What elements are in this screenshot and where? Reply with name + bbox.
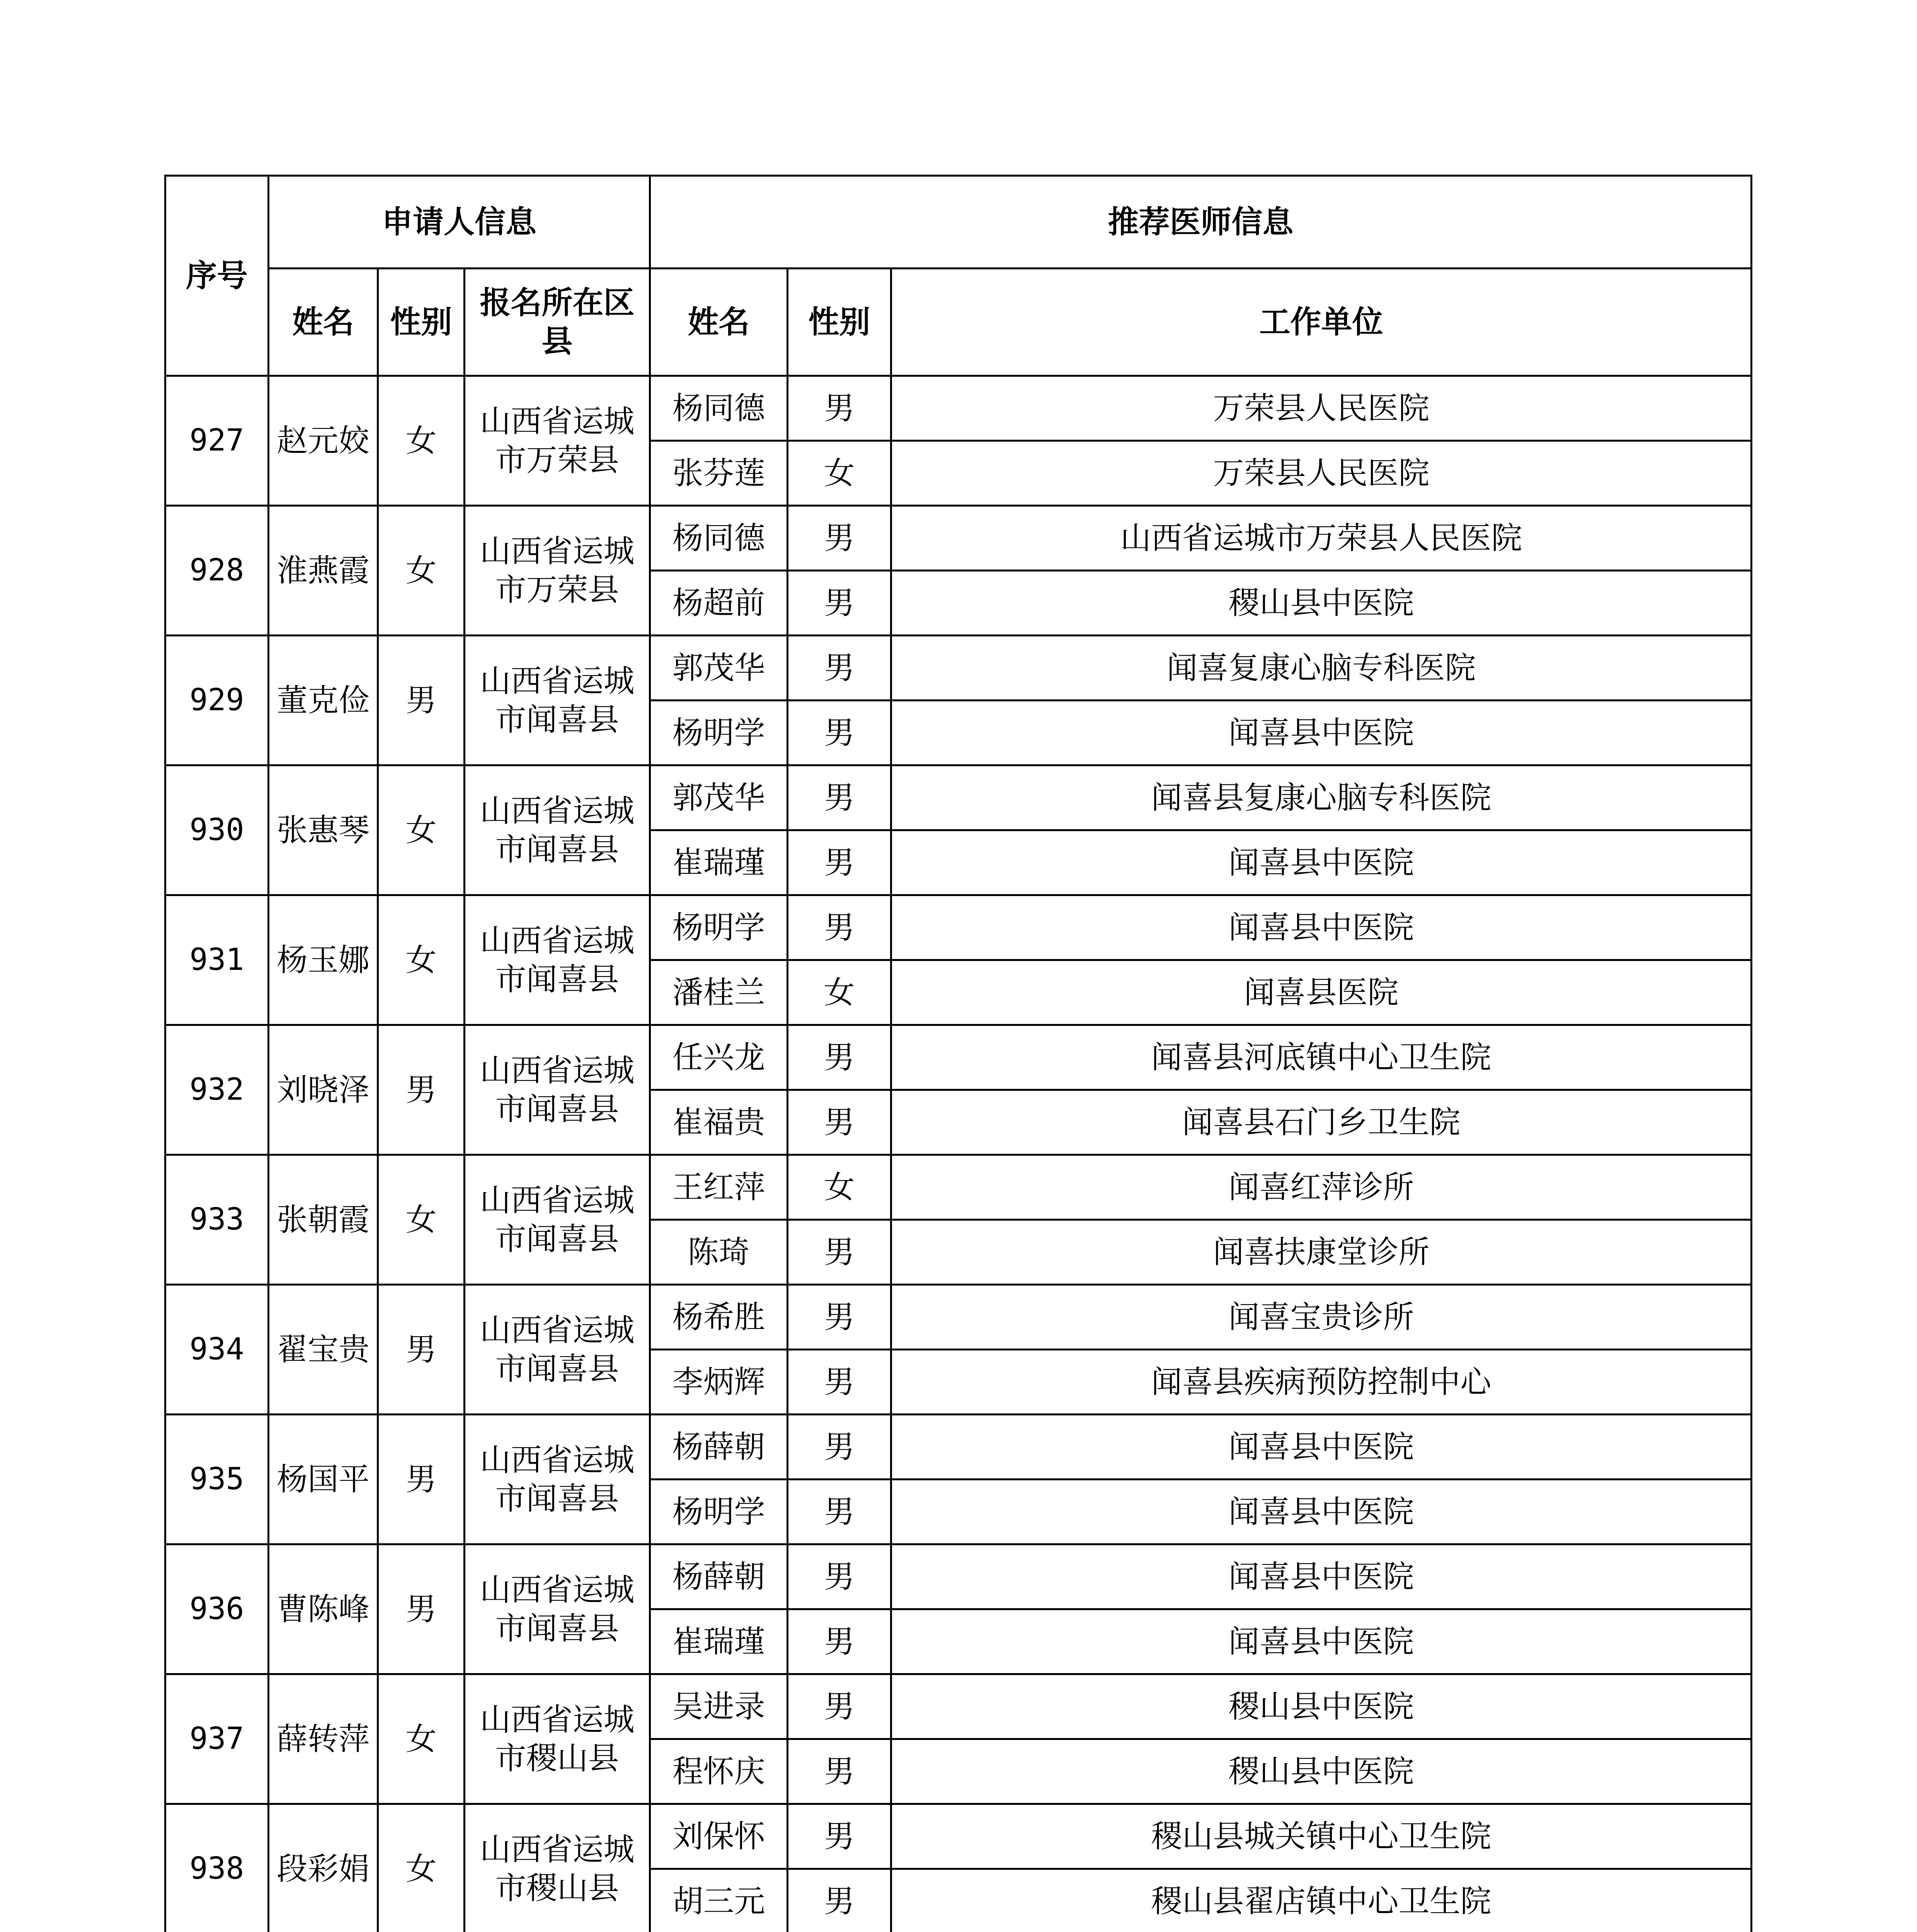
doctor-unit: 稷山县中医院 bbox=[891, 1739, 1752, 1804]
applicant-gender: 女 bbox=[378, 1155, 465, 1285]
applicant-county: 山西省运城市闻喜县 bbox=[465, 895, 650, 1025]
doctor-name: 杨薛朝 bbox=[650, 1415, 788, 1480]
row-seq: 927 bbox=[165, 376, 269, 506]
doctor-name: 吴进录 bbox=[650, 1674, 788, 1739]
doctor-unit: 山西省运城市万荣县人民医院 bbox=[891, 506, 1752, 571]
doctor-unit: 万荣县人民医院 bbox=[891, 376, 1752, 441]
doctor-gender: 男 bbox=[788, 1025, 891, 1090]
doctor-gender: 男 bbox=[788, 1869, 891, 1932]
doctor-name: 任兴龙 bbox=[650, 1025, 788, 1090]
doctor-name: 杨明学 bbox=[650, 895, 788, 960]
doctor-unit: 闻喜县疾病预防控制中心 bbox=[891, 1350, 1752, 1415]
applicant-county: 山西省运城市闻喜县 bbox=[465, 1155, 650, 1285]
doctor-gender: 男 bbox=[788, 701, 891, 765]
doctor-gender: 男 bbox=[788, 1415, 891, 1480]
row-seq: 937 bbox=[165, 1674, 269, 1804]
applicant-name: 淮燕霞 bbox=[269, 506, 378, 636]
applicant-name: 杨国平 bbox=[269, 1415, 378, 1544]
applicant-name: 刘晓泽 bbox=[269, 1025, 378, 1155]
doctor-unit: 闻喜县石门乡卫生院 bbox=[891, 1090, 1752, 1155]
table-row bbox=[165, 506, 1752, 571]
doctor-name: 杨同德 bbox=[650, 506, 788, 571]
doctor-gender: 男 bbox=[788, 1090, 891, 1155]
doctor-name: 郭茂华 bbox=[650, 636, 788, 701]
doctor-unit: 稷山县中医院 bbox=[891, 1674, 1752, 1739]
header-seq: 序号 bbox=[165, 176, 269, 376]
doctor-unit: 闻喜复康心脑专科医院 bbox=[891, 636, 1752, 701]
table-row bbox=[165, 1804, 1752, 1869]
applicant-gender: 女 bbox=[378, 376, 465, 506]
doctor-unit: 闻喜县医院 bbox=[891, 960, 1752, 1025]
table-row bbox=[165, 376, 1752, 441]
doctor-unit: 闻喜宝贵诊所 bbox=[891, 1285, 1752, 1350]
header-doctor-group: 推荐医师信息 bbox=[650, 176, 1752, 269]
doctor-name: 李炳辉 bbox=[650, 1350, 788, 1415]
doctor-gender: 女 bbox=[788, 441, 891, 506]
row-seq: 929 bbox=[165, 636, 269, 765]
table-row bbox=[165, 636, 1752, 701]
header-applicant-name: 姓名 bbox=[269, 269, 378, 376]
table-row bbox=[165, 1544, 1752, 1609]
applicant-county: 山西省运城市闻喜县 bbox=[465, 765, 650, 895]
doctor-unit: 稷山县城关镇中心卫生院 bbox=[891, 1804, 1752, 1869]
doctor-name: 崔福贵 bbox=[650, 1090, 788, 1155]
row-seq: 931 bbox=[165, 895, 269, 1025]
doctor-unit: 闻喜县中医院 bbox=[891, 1609, 1752, 1674]
applicant-gender: 女 bbox=[378, 1674, 465, 1804]
doctor-name: 崔瑞瑾 bbox=[650, 830, 788, 895]
doctor-gender: 男 bbox=[788, 1544, 891, 1609]
doctor-unit: 闻喜县河底镇中心卫生院 bbox=[891, 1025, 1752, 1090]
doctor-gender: 男 bbox=[788, 1480, 891, 1544]
row-seq: 936 bbox=[165, 1544, 269, 1674]
doctor-name: 崔瑞瑾 bbox=[650, 1609, 788, 1674]
doctor-unit: 闻喜县中医院 bbox=[891, 1544, 1752, 1609]
applicant-county: 山西省运城市闻喜县 bbox=[465, 1025, 650, 1155]
table-row bbox=[165, 895, 1752, 960]
row-seq: 930 bbox=[165, 765, 269, 895]
table-body bbox=[165, 376, 1752, 1932]
applicant-gender: 女 bbox=[378, 1804, 465, 1932]
doctor-name: 张芬莲 bbox=[650, 441, 788, 506]
doctor-gender: 男 bbox=[788, 1804, 891, 1869]
header-applicant-gender: 性别 bbox=[378, 269, 465, 376]
doctor-unit: 闻喜县复康心脑专科医院 bbox=[891, 765, 1752, 830]
applicant-gender: 女 bbox=[378, 506, 465, 636]
header-applicant-county: 报名所在区县 bbox=[465, 269, 650, 376]
doctor-unit: 稷山县中医院 bbox=[891, 571, 1752, 636]
doctor-name: 杨同德 bbox=[650, 376, 788, 441]
doctor-name: 胡三元 bbox=[650, 1869, 788, 1932]
applicant-name: 董克俭 bbox=[269, 636, 378, 765]
applicant-name: 段彩娟 bbox=[269, 1804, 378, 1932]
doctor-name: 刘保怀 bbox=[650, 1804, 788, 1869]
doctor-unit: 闻喜县中医院 bbox=[891, 1480, 1752, 1544]
table-row bbox=[165, 1674, 1752, 1739]
row-seq: 938 bbox=[165, 1804, 269, 1932]
applicant-name: 赵元姣 bbox=[269, 376, 378, 506]
doctor-name: 郭茂华 bbox=[650, 765, 788, 830]
doctor-unit: 闻喜扶康堂诊所 bbox=[891, 1220, 1752, 1285]
doctor-name: 杨明学 bbox=[650, 1480, 788, 1544]
doctor-name: 潘桂兰 bbox=[650, 960, 788, 1025]
row-seq: 932 bbox=[165, 1025, 269, 1155]
doctor-gender: 男 bbox=[788, 830, 891, 895]
header-doctor-unit: 工作单位 bbox=[891, 269, 1752, 376]
doctor-gender: 女 bbox=[788, 1155, 891, 1220]
doctor-unit: 闻喜县中医院 bbox=[891, 895, 1752, 960]
recommendation-table bbox=[164, 175, 1752, 1932]
applicant-gender: 男 bbox=[378, 1415, 465, 1544]
row-seq: 928 bbox=[165, 506, 269, 636]
applicant-county: 山西省运城市闻喜县 bbox=[465, 1415, 650, 1544]
doctor-gender: 男 bbox=[788, 571, 891, 636]
table-row bbox=[165, 1415, 1752, 1480]
doctor-gender: 女 bbox=[788, 960, 891, 1025]
applicant-county: 山西省运城市闻喜县 bbox=[465, 636, 650, 765]
doctor-gender: 男 bbox=[788, 765, 891, 830]
doctor-name: 杨超前 bbox=[650, 571, 788, 636]
doctor-name: 王红萍 bbox=[650, 1155, 788, 1220]
applicant-gender: 男 bbox=[378, 636, 465, 765]
doctor-unit: 闻喜县中医院 bbox=[891, 830, 1752, 895]
doctor-name: 杨薛朝 bbox=[650, 1544, 788, 1609]
doctor-unit: 稷山县翟店镇中心卫生院 bbox=[891, 1869, 1752, 1932]
doctor-unit: 万荣县人民医院 bbox=[891, 441, 1752, 506]
applicant-county: 山西省运城市闻喜县 bbox=[465, 1544, 650, 1674]
table-row bbox=[165, 1285, 1752, 1350]
row-seq: 935 bbox=[165, 1415, 269, 1544]
doctor-gender: 男 bbox=[788, 376, 891, 441]
applicant-county: 山西省运城市闻喜县 bbox=[465, 1285, 650, 1415]
applicant-name: 张惠琴 bbox=[269, 765, 378, 895]
doctor-unit: 闻喜县中医院 bbox=[891, 1415, 1752, 1480]
doctor-gender: 男 bbox=[788, 1739, 891, 1804]
applicant-gender: 男 bbox=[378, 1025, 465, 1155]
doctor-name: 杨明学 bbox=[650, 701, 788, 765]
applicant-county: 山西省运城市万荣县 bbox=[465, 376, 650, 506]
doctor-name: 程怀庆 bbox=[650, 1739, 788, 1804]
doctor-gender: 男 bbox=[788, 636, 891, 701]
applicant-name: 张朝霞 bbox=[269, 1155, 378, 1285]
row-seq: 934 bbox=[165, 1285, 269, 1415]
doctor-name: 陈琦 bbox=[650, 1220, 788, 1285]
applicant-gender: 女 bbox=[378, 765, 465, 895]
applicant-name: 翟宝贵 bbox=[269, 1285, 378, 1415]
table-row bbox=[165, 1025, 1752, 1090]
applicant-name: 薛转萍 bbox=[269, 1674, 378, 1804]
header-applicant-group: 申请人信息 bbox=[269, 176, 650, 269]
applicant-gender: 男 bbox=[378, 1544, 465, 1674]
doctor-gender: 男 bbox=[788, 1674, 891, 1739]
doctor-gender: 男 bbox=[788, 506, 891, 571]
doctor-gender: 男 bbox=[788, 895, 891, 960]
table-row bbox=[165, 1155, 1752, 1220]
applicant-county: 山西省运城市稷山县 bbox=[465, 1804, 650, 1932]
applicant-county: 山西省运城市稷山县 bbox=[465, 1674, 650, 1804]
doctor-unit: 闻喜县中医院 bbox=[891, 701, 1752, 765]
applicant-gender: 男 bbox=[378, 1285, 465, 1415]
doctor-unit: 闻喜红萍诊所 bbox=[891, 1155, 1752, 1220]
doctor-gender: 男 bbox=[788, 1350, 891, 1415]
applicant-county: 山西省运城市万荣县 bbox=[465, 506, 650, 636]
table-header bbox=[165, 176, 1752, 376]
doctor-name: 杨希胜 bbox=[650, 1285, 788, 1350]
doctor-gender: 男 bbox=[788, 1220, 891, 1285]
applicant-name: 杨玉娜 bbox=[269, 895, 378, 1025]
doctor-gender: 男 bbox=[788, 1285, 891, 1350]
doctor-gender: 男 bbox=[788, 1609, 891, 1674]
row-seq: 933 bbox=[165, 1155, 269, 1285]
applicant-gender: 女 bbox=[378, 895, 465, 1025]
table-row bbox=[165, 765, 1752, 830]
header-doctor-name: 姓名 bbox=[650, 269, 788, 376]
header-doctor-gender: 性别 bbox=[788, 269, 891, 376]
applicant-name: 曹陈峰 bbox=[269, 1544, 378, 1674]
